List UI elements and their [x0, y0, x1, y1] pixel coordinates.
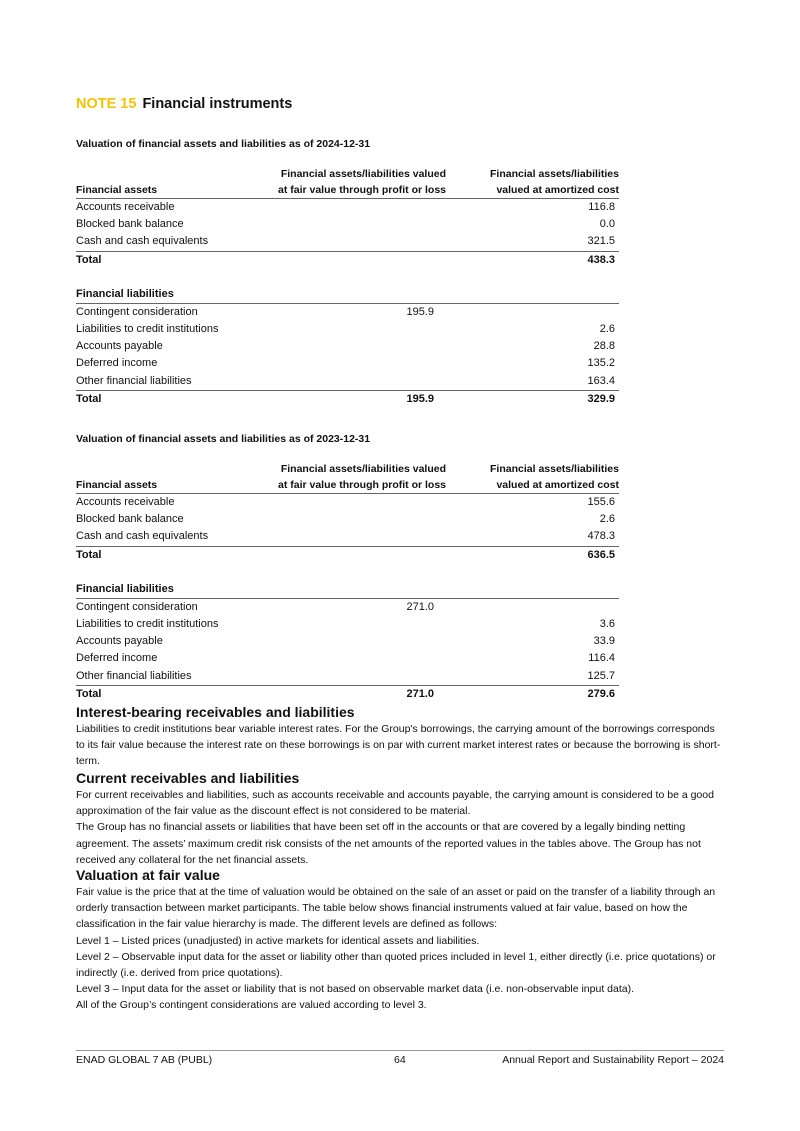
table-title: Valuation of financial assets and liabilities as of 2023-12-31 [76, 433, 371, 445]
table-header [76, 460, 619, 494]
amortized-cost-cell: 2.6 [599, 513, 615, 526]
table-row [76, 633, 619, 650]
liabilities-total-row: Total 195.9 329.9 [76, 392, 615, 405]
fair-value-cell [264, 494, 446, 511]
table-row [76, 650, 619, 667]
section-heading: Interest-bearing receivables and liabilities [76, 704, 355, 720]
interest-section [76, 703, 726, 770]
amortized-cost-cell: 125.7 [587, 669, 615, 682]
col-header-fair-value: Financial assets/liabilities valued at fair value through profit or loss [277, 168, 446, 196]
row-label: Contingent consideration [76, 305, 198, 318]
amortized-cost-cell: 135.2 [587, 357, 615, 370]
current-section [76, 769, 726, 868]
row-label: Other financial liabilities [76, 374, 192, 387]
amortized-cost-cell: 116.8 [588, 201, 615, 213]
paragraph: Level 1 – Listed prices (unadjusted) in active markets for identical assets and liabilities. [76, 934, 480, 947]
footer-company: ENAD GLOBAL 7 AB (PUBL) [76, 1054, 213, 1066]
row-label: Other financial liabilities [76, 669, 192, 682]
table-row [76, 494, 619, 511]
amortized-cost-cell: 116.4 [588, 652, 615, 665]
amortized-cost-cell: 3.6 [599, 617, 615, 630]
row-label: Accounts receivable [76, 201, 175, 213]
table-row [76, 338, 619, 355]
liabilities-total-row: Total 271.0 279.6 [76, 687, 615, 700]
fair-value-cell [264, 616, 446, 633]
footer-report-title: Annual Report and Sustainability Report – 2024 [502, 1054, 724, 1066]
table-row [76, 304, 619, 321]
section-heading: Valuation at fair value [76, 867, 220, 883]
table-2024 [76, 136, 619, 408]
table-header [76, 165, 619, 199]
amortized-cost-cell: 2.6 [599, 322, 615, 335]
row-label: Blocked bank balance [76, 218, 184, 231]
amortized-cost-cell: 155.6 [587, 496, 615, 508]
section-body [76, 884, 726, 1014]
row-label: Accounts receivable [76, 496, 175, 508]
paragraph: Fair value is the price that at the time of valuation would be obtained on the sale of an asset or paid on the transfer of a liability through an orderly transaction between market participants. The table below shows financial instruments valued at fair value, based on how the classification in the fair value hierarchy is made. The different levels are defined as follows: [76, 886, 716, 931]
table-row [76, 373, 619, 391]
page-number: 64 [394, 1054, 406, 1066]
assets-rows [76, 494, 619, 547]
amortized-cost-cell: 478.3 [587, 530, 615, 543]
row-label: Liabilities to credit institutions [76, 322, 219, 335]
table-row [76, 511, 619, 528]
paragraph: All of the Group’s contingent considerations are valued according to level 3. [76, 999, 427, 1012]
paragraph: The Group has no financial assets or liabilities that have been set off in the accounts or that are covered by a legally binding netting agreement. The assets’ maximum credit risk consists of the net amounts of the reported values in the tables above. The Group has not received any collateral for the net financial assets. [76, 821, 701, 866]
table-row [76, 616, 619, 633]
col-header-amortized-cost: Financial assets/liabilities valued at amortized cost [490, 168, 619, 196]
assets-total-row: Total 636.5 [76, 548, 615, 561]
row-label: Accounts payable [76, 340, 163, 353]
fair-value-cell: 195.9 [406, 305, 434, 318]
row-label: Accounts payable [76, 635, 163, 648]
note-title: Financial instruments [142, 96, 293, 112]
section-body [76, 721, 726, 770]
section-body [76, 787, 726, 868]
col-header-amortized-cost: Financial assets/liabilities valued at amortized cost [490, 463, 619, 491]
fair-value-cell [264, 199, 446, 216]
row-label: Deferred income [76, 652, 158, 665]
table-row [76, 668, 619, 686]
paragraph: Liabilities to credit institutions bear variable interest rates. For the Group's borrowings, the carrying amount of the borrowings corresponds to its fair value because the interest rate on these borrowings is on par with current market interest rates or because the borrowing is short-term. [76, 723, 721, 768]
col-header-assets: Financial assets [76, 479, 158, 491]
table-2023 [76, 431, 619, 703]
fair-value-cell [264, 321, 446, 338]
liabilities-rows [76, 599, 619, 686]
fair-value-cell: 271.0 [406, 600, 434, 613]
row-label: Blocked bank balance [76, 513, 184, 526]
section-heading: Current receivables and liabilities [76, 770, 300, 786]
amortized-cost-cell [446, 304, 619, 321]
fair-value-cell [264, 355, 446, 372]
table-row [76, 599, 619, 616]
amortized-cost-cell: 321.5 [587, 235, 615, 248]
fair-value-cell [264, 650, 446, 667]
fair-value-cell [264, 511, 446, 528]
table-row [76, 233, 619, 251]
assets-total-row: Total 438.3 [76, 253, 615, 266]
note-label: NOTE 15 [76, 96, 137, 112]
table-row [76, 321, 619, 338]
table-row [76, 528, 619, 546]
col-header-assets: Financial assets [76, 184, 158, 196]
table-title: Valuation of financial assets and liabilities as of 2024-12-31 [76, 138, 371, 150]
fair-value-cell [264, 216, 446, 233]
page-footer [76, 1050, 724, 1070]
row-label: Liabilities to credit institutions [76, 617, 219, 630]
paragraph: For current receivables and liabilities, such as accounts receivable and accounts payable, the carrying amount is considered to be a good approximation of the fair value as the discount effect is not considered to be material. [76, 789, 714, 818]
fair-value-cell [264, 233, 446, 250]
amortized-cost-cell: 33.9 [593, 635, 615, 648]
liabilities-header: Financial liabilities [76, 581, 619, 599]
fair-value-cell [264, 528, 446, 545]
note-heading [76, 96, 292, 112]
liabilities-rows [76, 304, 619, 391]
row-label: Cash and cash equivalents [76, 530, 209, 543]
row-label: Contingent consideration [76, 600, 198, 613]
fair-value-cell [264, 338, 446, 355]
table-row [76, 355, 619, 372]
liabilities-header: Financial liabilities [76, 286, 619, 304]
assets-rows [76, 199, 619, 252]
amortized-cost-cell: 28.8 [593, 340, 615, 353]
fair-value-cell [264, 668, 446, 685]
amortized-cost-cell: 163.4 [587, 374, 615, 387]
fair-value-cell [264, 373, 446, 390]
amortized-cost-cell [446, 599, 619, 616]
row-label: Deferred income [76, 357, 158, 370]
row-label: Cash and cash equivalents [76, 235, 209, 248]
fair-value-section [76, 866, 726, 1014]
fair-value-cell [264, 633, 446, 650]
paragraph: Level 3 – Input data for the asset or liability that is not based on observable market data (i.e. non-observable input data). [76, 983, 635, 996]
amortized-cost-cell: 0.0 [599, 218, 615, 231]
col-header-fair-value: Financial assets/liabilities valued at fair value through profit or loss [277, 463, 446, 491]
table-row [76, 216, 619, 233]
paragraph: Level 2 – Observable input data for the asset or liability other than quoted prices included in level 1, either directly (i.e. price quotations) or indirectly (i.e. derived from price quotations). [76, 950, 716, 980]
table-row [76, 199, 619, 216]
